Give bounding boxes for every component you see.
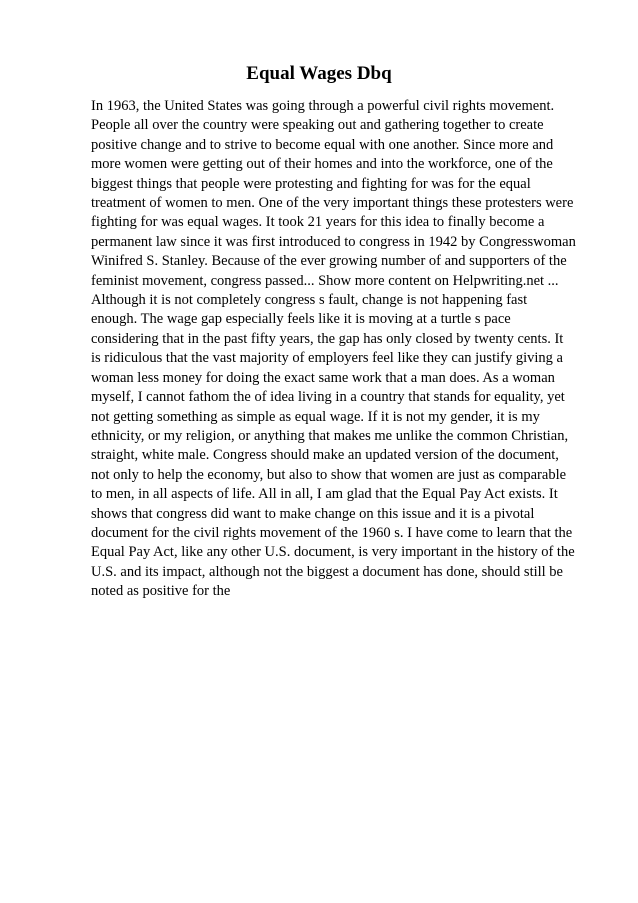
body-line: noted as positive for the [91,583,231,600]
body-line: straight, white male. Congress should make an updated version of the document, [91,447,559,464]
body-line: Winifred S. Stanley. Because of the ever growing number of and supporters of the [91,253,567,270]
document-body [91,97,591,602]
document-title: Equal Wages Dbq [246,63,392,84]
body-line: not getting something as simple as equal wage. If it is not my gender, it is my [91,408,540,425]
body-line: not only to help the economy, but also to show that women are just as comparable [91,466,567,483]
body-line: feminist movement, congress passed... Show more content on Helpwriting.net ... [91,272,559,289]
body-line: ethnicity, or my religion, or anything that makes me unlike the common Christian, [91,427,569,444]
body-line: enough. The wage gap especially feels like it is moving at a turtle s pace [91,311,511,328]
body-line: treatment of women to men. One of the very important things these protesters were [91,195,574,212]
body-line: Equal Pay Act, like any other U.S. document, is very important in the history of the [91,544,575,561]
body-line: positive change and to strive to become equal with one another. Since more and [91,136,554,153]
body-line: U.S. and its impact, although not the biggest a document has done, should still be [91,563,563,580]
body-line: permanent law since it was first introduced to congress in 1942 by Congresswoman [91,233,576,250]
body-line: In 1963, the United States was going through a powerful civil rights movement. [91,98,555,114]
body-line: fighting for was equal wages. It took 21 years for this idea to finally become a [91,214,545,231]
body-line: more women were getting out of their homes and into the workforce, one of the [91,156,553,173]
body-line: shows that congress did want to make change on this issue and it is a pivotal [91,505,535,522]
body-line: woman less money for doing the exact same work that a man does. As a woman [91,369,555,386]
body-line: biggest things that people were protesting and fighting for was for the equal [91,175,531,192]
body-line: document for the civil rights movement of the 1960 s. I have come to learn that the [91,524,573,541]
body-line: is ridiculous that the vast majority of employers feel like they can justify giving a [91,350,563,367]
body-line: Although it is not completely congress s fault, change is not happening fast [91,292,528,309]
body-line: People all over the country were speaking out and gathering together to create [91,117,544,134]
body-line: myself, I cannot fathom the of idea living in a country that stands for equality, yet [91,389,565,406]
body-line: considering that in the past fifty years, the gap has only closed by twenty cents. It [91,330,564,347]
body-line: to men, in all aspects of life. All in all, I am glad that the Equal Pay Act exists. It [91,486,558,503]
